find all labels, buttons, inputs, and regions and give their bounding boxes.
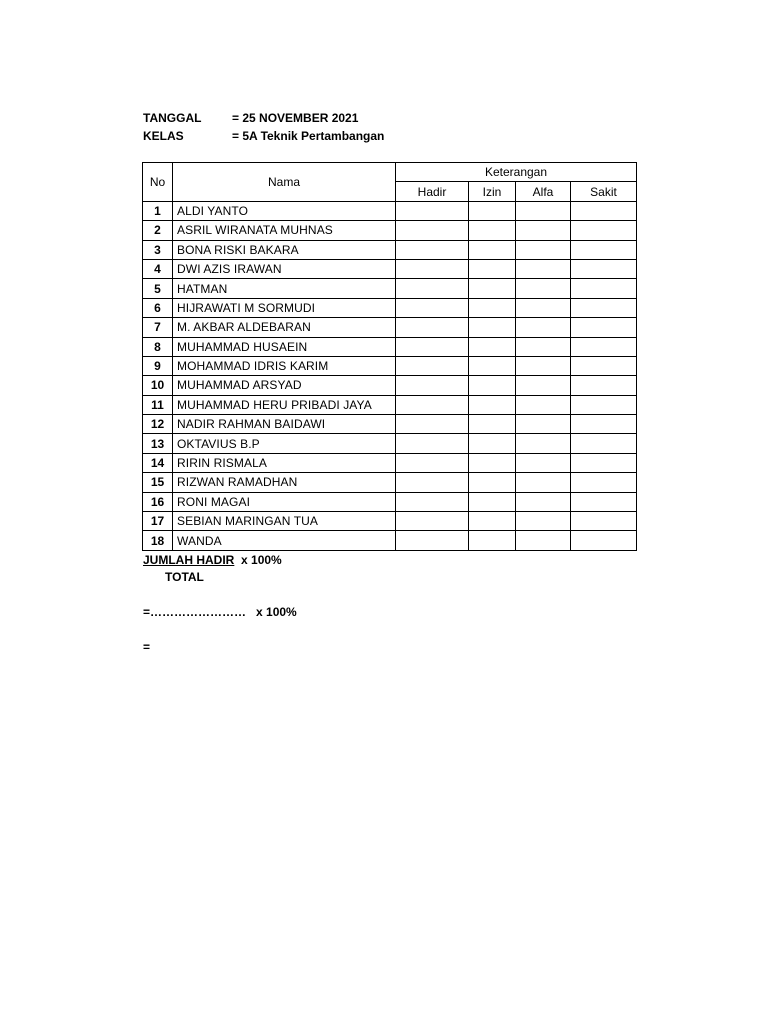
cell-sakit xyxy=(571,279,637,298)
table-row xyxy=(143,492,637,511)
row-number: 9 xyxy=(143,356,173,375)
cell-hadir xyxy=(396,279,469,298)
cell-izin xyxy=(469,298,516,317)
cell-alfa xyxy=(516,356,571,375)
cell-hadir xyxy=(396,512,469,531)
cell-hadir xyxy=(396,337,469,356)
cell-sakit xyxy=(571,356,637,375)
cell-izin xyxy=(469,201,516,220)
cell-hadir xyxy=(396,376,469,395)
cell-alfa xyxy=(516,240,571,259)
cell-alfa xyxy=(516,221,571,240)
table-row xyxy=(143,259,637,278)
row-number: 11 xyxy=(143,395,173,414)
column-header-hadir: Hadir xyxy=(396,182,469,201)
cell-sakit xyxy=(571,221,637,240)
student-name: OKTAVIUS B.P xyxy=(173,434,396,453)
class-line xyxy=(143,129,384,143)
row-number: 18 xyxy=(143,531,173,550)
date-line xyxy=(143,111,358,125)
cell-izin xyxy=(469,337,516,356)
table-row xyxy=(143,240,637,259)
cell-alfa xyxy=(516,376,571,395)
row-number: 14 xyxy=(143,453,173,472)
formula-line xyxy=(143,605,297,619)
row-number: 16 xyxy=(143,492,173,511)
cell-izin xyxy=(469,434,516,453)
cell-izin xyxy=(469,453,516,472)
cell-sakit xyxy=(571,337,637,356)
table-row xyxy=(143,221,637,240)
cell-izin xyxy=(469,259,516,278)
column-header-keterangan: Keterangan xyxy=(396,163,637,182)
cell-sakit xyxy=(571,201,637,220)
table-row xyxy=(143,376,637,395)
cell-hadir xyxy=(396,318,469,337)
column-header-sakit: Sakit xyxy=(571,182,637,201)
student-name: MUHAMMAD ARSYAD xyxy=(173,376,396,395)
cell-izin xyxy=(469,473,516,492)
student-name: NADIR RAHMAN BAIDAWI xyxy=(173,415,396,434)
row-number: 6 xyxy=(143,298,173,317)
cell-hadir xyxy=(396,395,469,414)
table-header-row xyxy=(143,163,637,182)
cell-izin xyxy=(469,356,516,375)
student-name: RONI MAGAI xyxy=(173,492,396,511)
row-number: 15 xyxy=(143,473,173,492)
cell-hadir xyxy=(396,473,469,492)
student-name: MOHAMMAD IDRIS KARIM xyxy=(173,356,396,375)
cell-izin xyxy=(469,221,516,240)
cell-izin xyxy=(469,376,516,395)
row-number: 3 xyxy=(143,240,173,259)
date-label: TANGGAL xyxy=(143,111,202,125)
cell-izin xyxy=(469,512,516,531)
total-label: TOTAL xyxy=(165,570,204,584)
cell-sakit xyxy=(571,415,637,434)
table-row xyxy=(143,395,637,414)
row-number: 10 xyxy=(143,376,173,395)
cell-sakit xyxy=(571,434,637,453)
table-row xyxy=(143,415,637,434)
cell-alfa xyxy=(516,279,571,298)
cell-sakit xyxy=(571,473,637,492)
cell-alfa xyxy=(516,473,571,492)
table-row xyxy=(143,318,637,337)
attendance-table xyxy=(142,162,637,551)
cell-sakit xyxy=(571,240,637,259)
cell-hadir xyxy=(396,531,469,550)
cell-alfa xyxy=(516,318,571,337)
cell-izin xyxy=(469,279,516,298)
student-name: SEBIAN MARINGAN TUA xyxy=(173,512,396,531)
cell-sakit xyxy=(571,395,637,414)
formula-multiplier: x 100% xyxy=(256,605,297,619)
cell-hadir xyxy=(396,298,469,317)
column-header-alfa: Alfa xyxy=(516,182,571,201)
cell-sakit xyxy=(571,376,637,395)
cell-hadir xyxy=(396,356,469,375)
cell-alfa xyxy=(516,531,571,550)
jumlah-hadir-line xyxy=(143,553,282,567)
cell-alfa xyxy=(516,415,571,434)
cell-sakit xyxy=(571,492,637,511)
cell-sakit xyxy=(571,453,637,472)
table-row xyxy=(143,434,637,453)
student-name: ASRIL WIRANATA MUHNAS xyxy=(173,221,396,240)
student-name: HIJRAWATI M SORMUDI xyxy=(173,298,396,317)
result-line: = xyxy=(143,640,151,654)
row-number: 1 xyxy=(143,201,173,220)
table-row xyxy=(143,453,637,472)
column-header-no: No xyxy=(143,163,173,202)
row-number: 5 xyxy=(143,279,173,298)
cell-alfa xyxy=(516,512,571,531)
cell-hadir xyxy=(396,492,469,511)
row-number: 7 xyxy=(143,318,173,337)
class-value: = 5A Teknik Pertambangan xyxy=(232,129,385,143)
formula-dots: =…………………… xyxy=(143,605,247,619)
row-number: 8 xyxy=(143,337,173,356)
table-row xyxy=(143,337,637,356)
cell-alfa xyxy=(516,434,571,453)
column-header-name: Nama xyxy=(173,163,396,202)
table-row xyxy=(143,356,637,375)
cell-sakit xyxy=(571,259,637,278)
cell-alfa xyxy=(516,337,571,356)
row-number: 17 xyxy=(143,512,173,531)
student-name: DWI AZIS IRAWAN xyxy=(173,259,396,278)
cell-hadir xyxy=(396,434,469,453)
class-label: KELAS xyxy=(143,129,184,143)
student-name: MUHAMMAD HERU PRIBADI JAYA xyxy=(173,395,396,414)
table-row xyxy=(143,473,637,492)
table-row xyxy=(143,279,637,298)
table-row xyxy=(143,201,637,220)
student-name: MUHAMMAD HUSAEIN xyxy=(173,337,396,356)
student-name: RIRIN RISMALA xyxy=(173,453,396,472)
cell-alfa xyxy=(516,298,571,317)
column-header-izin: Izin xyxy=(469,182,516,201)
table-row xyxy=(143,512,637,531)
cell-sakit xyxy=(571,318,637,337)
cell-izin xyxy=(469,415,516,434)
row-number: 13 xyxy=(143,434,173,453)
cell-hadir xyxy=(396,259,469,278)
cell-izin xyxy=(469,240,516,259)
cell-alfa xyxy=(516,453,571,472)
cell-sakit xyxy=(571,512,637,531)
cell-alfa xyxy=(516,259,571,278)
cell-hadir xyxy=(396,201,469,220)
cell-alfa xyxy=(516,492,571,511)
cell-hadir xyxy=(396,221,469,240)
cell-alfa xyxy=(516,201,571,220)
attendance-body xyxy=(143,201,637,550)
cell-izin xyxy=(469,492,516,511)
student-name: M. AKBAR ALDEBARAN xyxy=(173,318,396,337)
row-number: 12 xyxy=(143,415,173,434)
student-name: RIZWAN RAMADHAN xyxy=(173,473,396,492)
cell-hadir xyxy=(396,453,469,472)
cell-alfa xyxy=(516,395,571,414)
student-name: HATMAN xyxy=(173,279,396,298)
student-name: ALDI YANTO xyxy=(173,201,396,220)
date-value: = 25 NOVEMBER 2021 xyxy=(232,111,359,125)
cell-izin xyxy=(469,318,516,337)
cell-hadir xyxy=(396,240,469,259)
cell-sakit xyxy=(571,531,637,550)
student-name: WANDA xyxy=(173,531,396,550)
jumlah-multiplier: x 100% xyxy=(241,553,282,567)
row-number: 4 xyxy=(143,259,173,278)
table-row xyxy=(143,298,637,317)
table-row xyxy=(143,531,637,550)
row-number: 2 xyxy=(143,221,173,240)
student-name: BONA RISKI BAKARA xyxy=(173,240,396,259)
cell-izin xyxy=(469,531,516,550)
jumlah-hadir-label: JUMLAH HADIR xyxy=(143,553,235,567)
cell-hadir xyxy=(396,415,469,434)
cell-sakit xyxy=(571,298,637,317)
cell-izin xyxy=(469,395,516,414)
